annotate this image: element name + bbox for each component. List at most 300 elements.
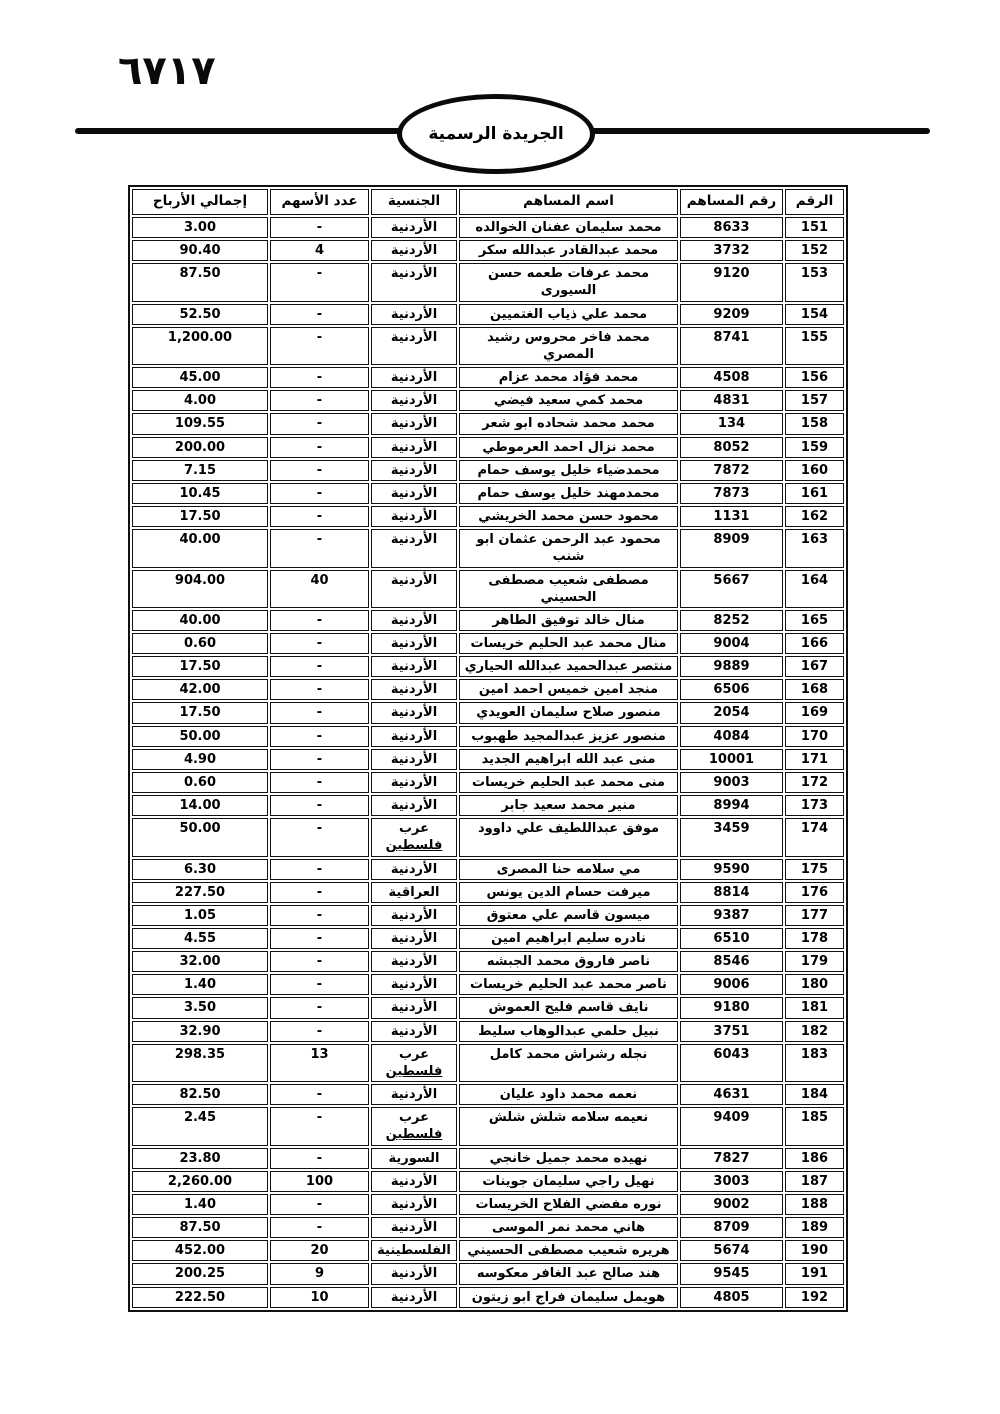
cell-shares: - (270, 217, 369, 238)
cell-profits: 3.00 (132, 217, 268, 238)
cell-shares: - (270, 1084, 369, 1105)
column-header: رقم المساهم (680, 189, 783, 215)
cell-shares: 9 (270, 1263, 369, 1284)
table-row (132, 997, 844, 1018)
cell-shareholder-no: 3751 (680, 1021, 783, 1042)
cell-profits: 40.00 (132, 529, 268, 567)
cell-name: نهيل راجي سليمان جوينات (459, 1171, 678, 1192)
cell-profits: 1.40 (132, 1194, 268, 1215)
cell-name: منصور عزيز عبدالمجيد طهبوب (459, 726, 678, 747)
cell-shares: - (270, 974, 369, 995)
cell-nationality: الأردنية (371, 437, 457, 458)
cell-name: نادره سليم ابراهيم امين (459, 928, 678, 949)
table-row (132, 570, 844, 608)
cell-no: 178 (785, 928, 844, 949)
cell-shares: - (270, 1217, 369, 1238)
table-row (132, 859, 844, 880)
cell-nationality: الأردنية (371, 679, 457, 700)
cell-shareholder-no: 9004 (680, 633, 783, 654)
cell-no: 169 (785, 702, 844, 723)
cell-name: نايف قاسم فليح العموش (459, 997, 678, 1018)
cell-shareholder-no: 9120 (680, 263, 783, 301)
cell-shareholder-no: 8709 (680, 1217, 783, 1238)
cell-shareholder-no: 9545 (680, 1263, 783, 1284)
cell-shares: 40 (270, 570, 369, 608)
cell-shareholder-no: 5674 (680, 1240, 783, 1261)
cell-profits: 87.50 (132, 263, 268, 301)
cell-shares: - (270, 390, 369, 411)
cell-shares: - (270, 656, 369, 677)
table-row (132, 240, 844, 261)
cell-profits: 200.25 (132, 1263, 268, 1284)
cell-nationality: الأردنية (371, 304, 457, 325)
cell-name: نهيده محمد جميل خانجي (459, 1148, 678, 1169)
cell-no: 181 (785, 997, 844, 1018)
table-row (132, 263, 844, 301)
cell-no: 156 (785, 367, 844, 388)
cell-profits: 23.80 (132, 1148, 268, 1169)
cell-no: 172 (785, 772, 844, 793)
table-row (132, 483, 844, 504)
table-row (132, 1148, 844, 1169)
cell-name: محمدضياء خليل يوسف حمام (459, 460, 678, 481)
cell-name: محمد نزال احمد العرموطي (459, 437, 678, 458)
cell-shares: - (270, 413, 369, 434)
cell-shareholder-no: 9180 (680, 997, 783, 1018)
cell-nationality: الأردنية (371, 633, 457, 654)
table-row (132, 656, 844, 677)
table-row (132, 1217, 844, 1238)
cell-shares: - (270, 905, 369, 926)
cell-name: محمد كمي سعيد فيضي (459, 390, 678, 411)
cell-profits: 298.35 (132, 1044, 268, 1082)
cell-name: هند صالح عبد الغافر معكوسه (459, 1263, 678, 1284)
cell-no: 168 (785, 679, 844, 700)
cell-nationality: الأردنية (371, 1084, 457, 1105)
cell-nationality: الأردنية (371, 795, 457, 816)
cell-nationality: عرب فلسطين (371, 818, 457, 856)
cell-profits: 4.55 (132, 928, 268, 949)
cell-nationality: الأردنية (371, 506, 457, 527)
cell-name: منال خالد توفيق الطاهر (459, 610, 678, 631)
cell-name: هاني محمد نمر الموسى (459, 1217, 678, 1238)
cell-no: 174 (785, 818, 844, 856)
cell-shareholder-no: 3003 (680, 1171, 783, 1192)
cell-no: 187 (785, 1171, 844, 1192)
cell-no: 185 (785, 1107, 844, 1145)
cell-shareholder-no: 4831 (680, 390, 783, 411)
cell-nationality: الأردنية (371, 240, 457, 261)
cell-shareholder-no: 9003 (680, 772, 783, 793)
cell-name: محمد فؤاد محمد عزام (459, 367, 678, 388)
cell-shares: - (270, 859, 369, 880)
cell-nationality: الأردنية (371, 1194, 457, 1215)
table-row (132, 749, 844, 770)
cell-nationality: الأردنية (371, 390, 457, 411)
table-row (132, 1263, 844, 1284)
cell-profits: 0.60 (132, 633, 268, 654)
table-row (132, 679, 844, 700)
cell-nationality: الأردنية (371, 726, 457, 747)
table-row (132, 390, 844, 411)
cell-no: 170 (785, 726, 844, 747)
gazette-banner (397, 94, 595, 174)
cell-no: 163 (785, 529, 844, 567)
cell-name: منال محمد عبد الحليم خريسات (459, 633, 678, 654)
cell-no: 191 (785, 1263, 844, 1284)
cell-profits: 200.00 (132, 437, 268, 458)
cell-name: منجد امين خميس احمد امين (459, 679, 678, 700)
cell-nationality: الأردنية (371, 772, 457, 793)
cell-shareholder-no: 7873 (680, 483, 783, 504)
cell-shareholder-no: 3732 (680, 240, 783, 261)
cell-profits: 42.00 (132, 679, 268, 700)
cell-profits: 2.45 (132, 1107, 268, 1145)
table-row (132, 1021, 844, 1042)
cell-nationality: الأردنية (371, 413, 457, 434)
table-row (132, 905, 844, 926)
cell-name: محمود حسن محمد الخريشي (459, 506, 678, 527)
cell-nationality: الأردنية (371, 951, 457, 972)
cell-no: 192 (785, 1287, 844, 1308)
table-row (132, 1171, 844, 1192)
cell-profits: 0.60 (132, 772, 268, 793)
cell-profits: 1.40 (132, 974, 268, 995)
cell-shares: - (270, 882, 369, 903)
cell-no: 162 (785, 506, 844, 527)
cell-profits: 1,200.00 (132, 327, 268, 365)
cell-shareholder-no: 9387 (680, 905, 783, 926)
cell-name: مصطفى شعيب مصطفى الحسيني (459, 570, 678, 608)
cell-nationality: الأردنية (371, 483, 457, 504)
cell-nationality: الأردنية (371, 859, 457, 880)
table-row (132, 327, 844, 365)
cell-no: 157 (785, 390, 844, 411)
cell-no: 164 (785, 570, 844, 608)
cell-name: موفق عبداللطيف علي داوود (459, 818, 678, 856)
cell-shares: - (270, 610, 369, 631)
table-row (132, 951, 844, 972)
cell-shareholder-no: 8814 (680, 882, 783, 903)
cell-name: مي سلامه حنا المصرى (459, 859, 678, 880)
cell-shares: - (270, 633, 369, 654)
cell-name: محمد عبدالقادر عبدالله سكر (459, 240, 678, 261)
cell-profits: 32.00 (132, 951, 268, 972)
cell-shares: - (270, 506, 369, 527)
table-header-row (132, 189, 844, 215)
table-row (132, 1084, 844, 1105)
cell-nationality: الأردنية (371, 529, 457, 567)
cell-name: محمد علي ذياب الغتميين (459, 304, 678, 325)
cell-profits: 1.05 (132, 905, 268, 926)
cell-nationality: الأردنية (371, 1171, 457, 1192)
table-row (132, 795, 844, 816)
cell-nationality: عرب فلسطين (371, 1107, 457, 1145)
table-row (132, 702, 844, 723)
table-row (132, 1107, 844, 1145)
table-row (132, 437, 844, 458)
banner-title: الجريدة الرسمية (428, 124, 564, 144)
cell-nationality: الأردنية (371, 1263, 457, 1284)
cell-shares: - (270, 702, 369, 723)
cell-no: 166 (785, 633, 844, 654)
cell-name: محمد عرفات طعمه حسن السيورى (459, 263, 678, 301)
cell-shares: 20 (270, 1240, 369, 1261)
cell-shares: - (270, 726, 369, 747)
cell-shares: - (270, 1194, 369, 1215)
cell-no: 167 (785, 656, 844, 677)
cell-shares: 4 (270, 240, 369, 261)
cell-no: 184 (785, 1084, 844, 1105)
cell-nationality: الأردنية (371, 1287, 457, 1308)
cell-shares: - (270, 483, 369, 504)
cell-shareholder-no: 9209 (680, 304, 783, 325)
cell-shareholder-no: 4631 (680, 1084, 783, 1105)
cell-shares: - (270, 437, 369, 458)
cell-nationality: الأردنية (371, 974, 457, 995)
column-header: إجمالي الأرباح (132, 189, 268, 215)
table-row (132, 772, 844, 793)
cell-profits: 52.50 (132, 304, 268, 325)
cell-name: نوره مفضي الفلاح الخريسات (459, 1194, 678, 1215)
cell-shareholder-no: 9006 (680, 974, 783, 995)
cell-nationality: الأردنية (371, 1217, 457, 1238)
table-row (132, 367, 844, 388)
table-row (132, 460, 844, 481)
table-row (132, 1287, 844, 1308)
cell-profits: 2,260.00 (132, 1171, 268, 1192)
cell-profits: 7.15 (132, 460, 268, 481)
column-header: الجنسية (371, 189, 457, 215)
cell-shareholder-no: 9590 (680, 859, 783, 880)
cell-nationality: الأردنية (371, 997, 457, 1018)
cell-no: 175 (785, 859, 844, 880)
cell-shareholder-no: 6506 (680, 679, 783, 700)
cell-no: 180 (785, 974, 844, 995)
cell-shareholder-no: 8741 (680, 327, 783, 365)
cell-shareholder-no: 1131 (680, 506, 783, 527)
cell-shares: - (270, 367, 369, 388)
cell-name: نبيل حلمي عبدالوهاب سليط (459, 1021, 678, 1042)
cell-shareholder-no: 2054 (680, 702, 783, 723)
cell-shares: - (270, 304, 369, 325)
cell-shares: - (270, 263, 369, 301)
cell-no: 161 (785, 483, 844, 504)
cell-profits: 3.50 (132, 997, 268, 1018)
cell-nationality: الأردنية (371, 905, 457, 926)
table-row (132, 726, 844, 747)
cell-shareholder-no: 7872 (680, 460, 783, 481)
cell-no: 190 (785, 1240, 844, 1261)
cell-name: محمد فاخر محروس رشيد المصري (459, 327, 678, 365)
cell-no: 171 (785, 749, 844, 770)
cell-no: 182 (785, 1021, 844, 1042)
cell-shares: - (270, 529, 369, 567)
table-row (132, 818, 844, 856)
cell-nationality: الأردنية (371, 1021, 457, 1042)
cell-profits: 14.00 (132, 795, 268, 816)
cell-name: منى محمد عبد الحليم خريسات (459, 772, 678, 793)
cell-no: 155 (785, 327, 844, 365)
page-number: ٦٧١٧ (118, 48, 216, 94)
cell-shareholder-no: 8052 (680, 437, 783, 458)
cell-shares: 100 (270, 1171, 369, 1192)
cell-shareholder-no: 5667 (680, 570, 783, 608)
table-row (132, 882, 844, 903)
cell-name: منتصر عبدالحميد عبدالله الحياري (459, 656, 678, 677)
cell-shareholder-no: 9889 (680, 656, 783, 677)
cell-name: ناصر فاروق محمد الجبشه (459, 951, 678, 972)
table-row (132, 610, 844, 631)
cell-shares: - (270, 1148, 369, 1169)
cell-nationality: الأردنية (371, 460, 457, 481)
cell-shares: - (270, 818, 369, 856)
cell-no: 165 (785, 610, 844, 631)
cell-nationality: الفلسطينية (371, 1240, 457, 1261)
cell-shares: - (270, 772, 369, 793)
cell-profits: 6.30 (132, 859, 268, 880)
table-row (132, 413, 844, 434)
cell-no: 153 (785, 263, 844, 301)
table-row (132, 974, 844, 995)
cell-shareholder-no: 10001 (680, 749, 783, 770)
shareholders-table (128, 185, 848, 1312)
cell-shareholder-no: 8633 (680, 217, 783, 238)
cell-shares: - (270, 928, 369, 949)
cell-shares: - (270, 997, 369, 1018)
cell-no: 151 (785, 217, 844, 238)
cell-shareholder-no: 9002 (680, 1194, 783, 1215)
table-row (132, 928, 844, 949)
cell-shares: - (270, 679, 369, 700)
cell-no: 158 (785, 413, 844, 434)
cell-name: نعيمه سلامه شلش شلش (459, 1107, 678, 1145)
cell-no: 173 (785, 795, 844, 816)
cell-shareholder-no: 4084 (680, 726, 783, 747)
cell-no: 160 (785, 460, 844, 481)
cell-profits: 904.00 (132, 570, 268, 608)
cell-profits: 40.00 (132, 610, 268, 631)
cell-profits: 17.50 (132, 506, 268, 527)
cell-shareholder-no: 8252 (680, 610, 783, 631)
column-header: اسم المساهم (459, 189, 678, 215)
cell-nationality: الأردنية (371, 217, 457, 238)
cell-shareholder-no: 8909 (680, 529, 783, 567)
cell-name: منى عبد الله ابراهيم الجديد (459, 749, 678, 770)
cell-no: 189 (785, 1217, 844, 1238)
cell-shareholder-no: 3459 (680, 818, 783, 856)
cell-shareholder-no: 134 (680, 413, 783, 434)
cell-nationality: الأردنية (371, 749, 457, 770)
cell-shareholder-no: 6043 (680, 1044, 783, 1082)
cell-profits: 45.00 (132, 367, 268, 388)
cell-nationality: السورية (371, 1148, 457, 1169)
cell-profits: 227.50 (132, 882, 268, 903)
cell-shares: - (270, 1107, 369, 1145)
cell-profits: 452.00 (132, 1240, 268, 1261)
cell-shareholder-no: 6510 (680, 928, 783, 949)
table-row (132, 1194, 844, 1215)
cell-nationality: الأردنية (371, 702, 457, 723)
cell-profits: 109.55 (132, 413, 268, 434)
cell-shareholder-no: 7827 (680, 1148, 783, 1169)
cell-name: هريره شعيب مصطفى الحسيني (459, 1240, 678, 1261)
cell-name: محمد محمد شحاده ابو شعر (459, 413, 678, 434)
cell-shareholder-no: 4508 (680, 367, 783, 388)
cell-shareholder-no: 4805 (680, 1287, 783, 1308)
cell-name: هويمل سليمان فراج ابو زيتون (459, 1287, 678, 1308)
cell-no: 183 (785, 1044, 844, 1082)
cell-name: ميرفت حسام الدين يونس (459, 882, 678, 903)
cell-name: منصور صلاح سليمان العويدي (459, 702, 678, 723)
cell-shares: - (270, 749, 369, 770)
cell-nationality: الأردنية (371, 928, 457, 949)
cell-shares: - (270, 1021, 369, 1042)
cell-profits: 50.00 (132, 726, 268, 747)
cell-profits: 17.50 (132, 702, 268, 723)
cell-nationality: عرب فلسطين (371, 1044, 457, 1082)
table-row (132, 633, 844, 654)
cell-profits: 17.50 (132, 656, 268, 677)
table-row (132, 304, 844, 325)
table-row (132, 1044, 844, 1082)
table-row (132, 217, 844, 238)
column-header: عدد الأسهم (270, 189, 369, 215)
cell-name: محمدمهند خليل يوسف حمام (459, 483, 678, 504)
cell-nationality: الأردنية (371, 610, 457, 631)
cell-no: 176 (785, 882, 844, 903)
cell-no: 188 (785, 1194, 844, 1215)
cell-name: محمد سليمان عفنان الخوالده (459, 217, 678, 238)
table-row (132, 506, 844, 527)
cell-no: 177 (785, 905, 844, 926)
cell-profits: 4.00 (132, 390, 268, 411)
cell-shareholder-no: 9409 (680, 1107, 783, 1145)
cell-profits: 87.50 (132, 1217, 268, 1238)
cell-name: نعمه محمد داود عليان (459, 1084, 678, 1105)
cell-nationality: الأردنية (371, 263, 457, 301)
cell-profits: 32.90 (132, 1021, 268, 1042)
cell-profits: 4.90 (132, 749, 268, 770)
cell-name: منير محمد سعيد جابر (459, 795, 678, 816)
cell-profits: 10.45 (132, 483, 268, 504)
cell-shares: - (270, 951, 369, 972)
table-row (132, 1240, 844, 1261)
cell-profits: 90.40 (132, 240, 268, 261)
cell-no: 159 (785, 437, 844, 458)
cell-shares: - (270, 460, 369, 481)
cell-no: 179 (785, 951, 844, 972)
cell-nationality: الأردنية (371, 367, 457, 388)
cell-no: 152 (785, 240, 844, 261)
cell-nationality: العراقية (371, 882, 457, 903)
cell-shares: - (270, 327, 369, 365)
cell-profits: 222.50 (132, 1287, 268, 1308)
cell-shareholder-no: 8546 (680, 951, 783, 972)
cell-shares: 10 (270, 1287, 369, 1308)
cell-name: ناصر محمد عبد الحليم خريسات (459, 974, 678, 995)
cell-name: ميسون قاسم علي معتوق (459, 905, 678, 926)
column-header: الرقم (785, 189, 844, 215)
cell-nationality: الأردنية (371, 327, 457, 365)
cell-shareholder-no: 8994 (680, 795, 783, 816)
cell-name: نجله رشراش محمد كامل (459, 1044, 678, 1082)
cell-nationality: الأردنية (371, 570, 457, 608)
cell-nationality: الأردنية (371, 656, 457, 677)
cell-profits: 82.50 (132, 1084, 268, 1105)
table-row (132, 529, 844, 567)
cell-name: محمود عبد الرحمن عثمان ابو شنب (459, 529, 678, 567)
